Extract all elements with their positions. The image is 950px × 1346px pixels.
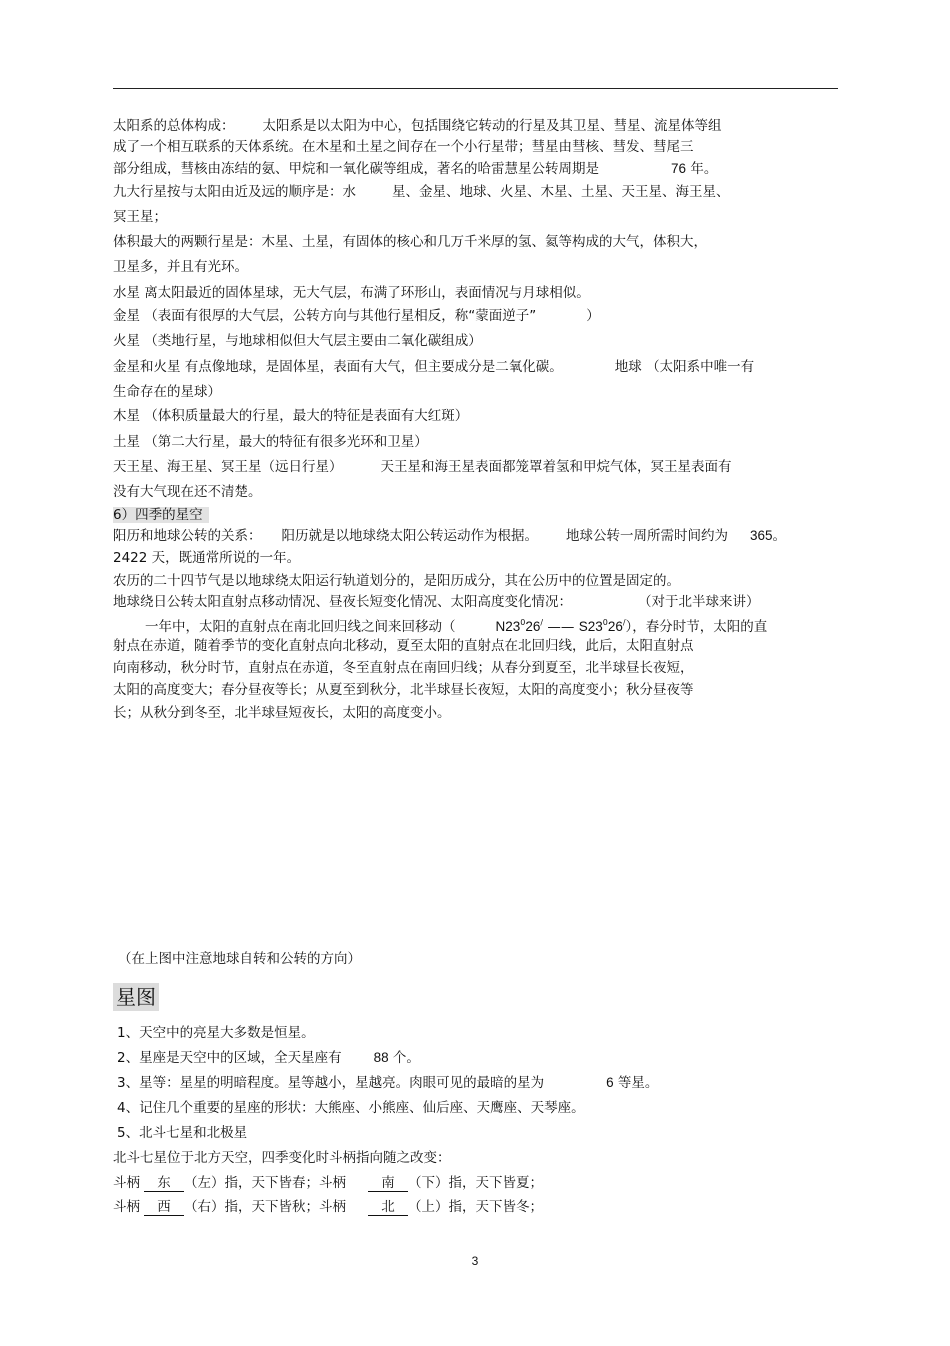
text-line: 向南移动，秋分时节，直射点在赤道，冬至直射点在南回归线；从春分到夏至，北半球昼长夜短，: [113, 660, 694, 676]
text-line: 冥王星；: [113, 209, 167, 225]
text-line: 水星 离太阳最近的固体星球，无大气层，布满了环形山，表面情况与月球相似。: [113, 285, 590, 301]
answer-blank: 西: [144, 1200, 184, 1216]
section-heading-star-map: 星图: [113, 983, 159, 1011]
answer-blank: 东: [144, 1176, 184, 1192]
text-line: 太阳系的总体构成： 太阳系是以太阳为中心，包括围绕它转动的行星及其卫星、彗星、流星体等组: [113, 118, 722, 134]
text-line: 金星 （表面有很厚的大气层，公转方向与其他行星相反，称“蒙面逆子” ）: [113, 308, 600, 324]
text-line: 农历的二十四节气是以地球绕太阳运行轨道划分的，是阳历成分，其在公历中的位置是固定的。: [113, 573, 680, 589]
header-rule: [113, 88, 838, 89]
text-line: 卫星多，并且有光环。: [113, 259, 248, 275]
list-item: 2、星座是天空中的区域，全天星座有 88 个。: [117, 1050, 420, 1066]
text-line: 成了一个相互联系的天体系统。在木星和土星之间存在一个小行星带；彗星由彗核、彗发、彗尾三: [113, 139, 694, 155]
text-line: 地球绕日公转太阳直射点移动情况、昼夜长短变化情况、太阳高度变化情况： （对于北半球来讲）: [113, 594, 760, 610]
text-line: 木星 （体积质量最大的行星，最大的特征是表面有大红斑）: [113, 408, 469, 424]
text-line: 2422 天，既通常所说的一年。: [113, 550, 301, 566]
text-line: 体积最大的两颗行星是：木星、土星，有固体的核心和几万千米厚的氢、氦等构成的大气，体积大，: [113, 234, 707, 250]
dipper-row: 斗柄 东 （左）指，天下皆春；斗柄 南 （下）指，天下皆夏；: [113, 1175, 543, 1191]
text-line: 天王星、海王星、冥王星（远日行星） 天王星和海王星表面都笼罩着氢和甲烷气体，冥王星表面有: [113, 459, 732, 475]
text-line: 金星和火星 有点像地球，是固体星，表面有大气，但主要成分是二氧化碳。 地球 （太阳系中唯一有: [113, 359, 755, 375]
page-number: 3: [471, 1254, 479, 1268]
list-item: 4、记住几个重要的星座的形状：大熊座、小熊座、仙后座、天鹰座、天琴座。: [117, 1100, 585, 1116]
answer-blank: 北: [368, 1200, 408, 1216]
text-line: 部分组成，彗核由冻结的氨、甲烷和一氧化碳等组成，著名的哈雷慧星公转周期是 76 年。: [113, 161, 718, 177]
text-line: 阳历和地球公转的关系： 阳历就是以地球绕太阳公转运动作为根据。 地球公转一周所需时间约为 365。: [113, 528, 787, 544]
dipper-row: 斗柄 西 （右）指，天下皆秋；斗柄 北 （上）指，天下皆冬；: [113, 1199, 543, 1215]
figure-caption: （在上图中注意地球自转和公转的方向）: [118, 951, 361, 967]
section-subheading: 6）四季的星空: [113, 506, 209, 524]
answer-blank: 南: [368, 1176, 408, 1192]
text-line: 没有大气现在还不清楚。: [113, 484, 262, 500]
text-line: 长；从秋分到冬至，北半球昼短夜长，太阳的高度变小。: [113, 705, 451, 721]
list-item: 3、星等：星星的明暗程度。星等越小，星越亮。肉眼可见的最暗的星为 6 等星。: [117, 1075, 659, 1091]
text-line: 生命存在的星球）: [113, 384, 221, 400]
text-line: 火星 （类地行星，与地球相似但大气层主要由二氧化碳组成）: [113, 333, 482, 349]
list-item: 1、天空中的亮星大多数是恒星。: [117, 1025, 315, 1041]
text-line: 射点在赤道，随着季节的变化直射点向北移动，夏至太阳的直射点在北回归线，此后，太阳直射点: [113, 638, 694, 654]
text-line: 太阳的高度变大；春分昼夜等长；从夏至到秋分，北半球昼长夜短，太阳的高度变小；秋分昼夜等: [113, 682, 694, 698]
text-line: 北斗七星位于北方天空，四季变化时斗柄指向随之改变：: [113, 1150, 451, 1166]
list-item: 5、北斗七星和北极星: [117, 1125, 248, 1141]
text-line: 九大行星按与太阳由近及远的顺序是：水 星、金星、地球、火星、木星、土星、天王星、海王星、: [113, 184, 730, 200]
text-line: 土星 （第二大行星，最大的特征有很多光环和卫星）: [113, 434, 428, 450]
text-line: 一年中，太阳的直射点在南北回归线之间来回移动（ $N23^026^/$ —— $S23^026^/$），春分时节，太阳的直: [145, 618, 768, 635]
